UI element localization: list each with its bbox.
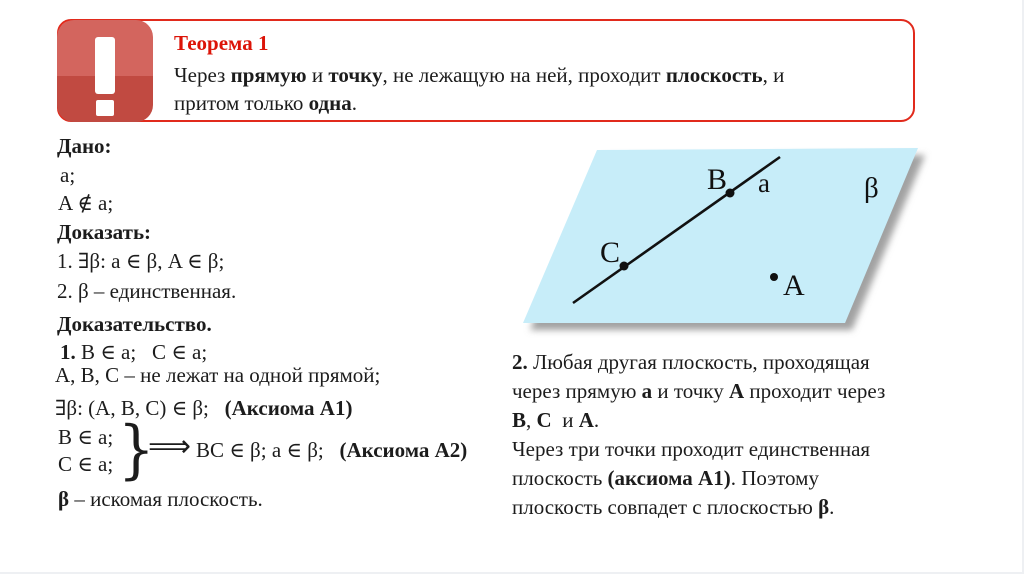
theorem-title: Теорема 1 (174, 31, 269, 55)
prove-claim-2: 2. β – единственная. (57, 279, 237, 303)
uniqueness-line5: плоскость (аксиома A1). Поэтому (512, 466, 819, 490)
proof-step1: 1. B ∈ a; C ∈ a; (60, 340, 208, 364)
proof-exists-line: ∃β: (A, B, C) ∈ β; (Аксиома A1) (55, 396, 353, 420)
uniqueness-line4: Через три точки проходит единственная (512, 437, 871, 461)
exclamation-bar (95, 37, 115, 94)
uniqueness-line1: 2. Любая другая плоскость, проходящая (512, 350, 870, 374)
proof-label: Доказательство. (57, 312, 212, 336)
uniqueness-line6: плоскость совпадет с плоскостью β. (512, 495, 835, 519)
proof-abc-line: A, B, C – не лежат на одной прямой; (55, 363, 381, 387)
proof-c-in-a: C ∈ a; (58, 452, 114, 476)
prove-claim-1: 1. ∃β: a ∈ β, A ∈ β; (57, 249, 225, 273)
point-a-dot (770, 273, 778, 281)
point-c-label: C (599, 236, 620, 269)
prove-label: Доказать: (57, 220, 152, 244)
exclamation-dot (96, 100, 114, 116)
proof-b-in-a: B ∈ a; (58, 425, 114, 449)
brace-glyph: } (118, 413, 155, 487)
exclamation-icon (57, 20, 153, 122)
point-b-label: B (706, 163, 727, 196)
point-a-label: A (783, 269, 805, 302)
implies-arrow-icon: ⟹ (148, 429, 192, 464)
point-c-dot (620, 262, 629, 271)
proof-final-line: β – искомая плоскость. (58, 487, 263, 511)
uniqueness-line3: B, C и A. (512, 408, 600, 432)
given-label: Дано: (57, 134, 112, 158)
theorem-callout (57, 19, 915, 122)
uniqueness-line2: через прямую a и точку A проходит через (512, 379, 886, 403)
line-a-label: a (758, 168, 770, 198)
plane-diagram (500, 135, 980, 340)
given-line-a: a; (60, 163, 76, 187)
plane-beta-label: β (864, 172, 879, 204)
proof-conclusion: BC ∈ β; a ∈ β; (Аксиома A2) (196, 438, 468, 462)
theorem-text-line1: Через прямую и точку, не лежащую на ней, проходит плоскость, и (174, 63, 785, 87)
given-line-notin: A ∉ a; (58, 191, 114, 215)
theorem-text-line2: притом только одна. (174, 91, 357, 115)
